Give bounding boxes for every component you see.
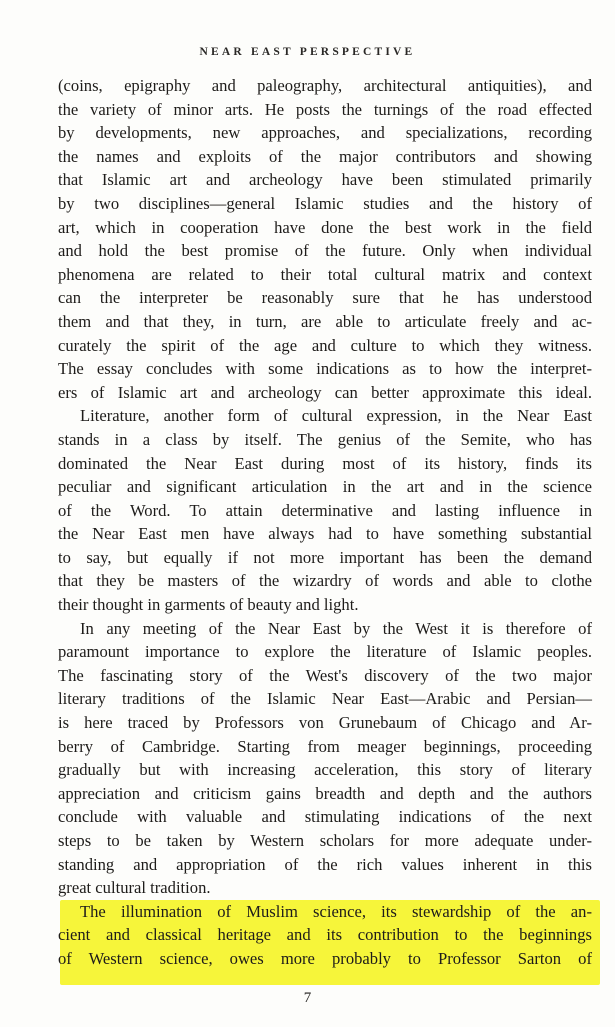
text-line: curately the spirit of the age and culture to which they witness. xyxy=(58,335,592,355)
text-line: of the Word. To attain determinative and lasting influence in xyxy=(58,500,592,520)
paragraph xyxy=(58,404,592,616)
text-line: paramount importance to explore the literature of Islamic peoples. xyxy=(58,642,592,662)
paragraph xyxy=(58,74,592,404)
text-line: appreciation and criticism gains breadth and depth and the authors xyxy=(58,783,592,803)
text-line: phenomena are related to their total cultural matrix and context xyxy=(58,264,592,284)
text-line: conclude with valuable and stimulating indications of the next xyxy=(58,807,592,827)
text-line: that Islamic art and archeology have been stimulated primarily xyxy=(58,170,592,190)
text-line: to say, but equally if not more important has been the demand xyxy=(58,547,592,567)
text-line: can the interpreter be reasonably sure that he has understood xyxy=(58,288,592,308)
highlighted-text-line: cient and classical heritage and its contribution to the beginnings xyxy=(58,925,592,945)
text-line: ers of Islamic art and archeology can better approximate this ideal. xyxy=(58,382,592,402)
text-line: The fascinating story of the West's discovery of the two major xyxy=(58,665,592,685)
text-line: dominated the Near East during most of its history, finds its xyxy=(58,453,592,473)
text-line: them and that they, in turn, are able to articulate freely and ac- xyxy=(58,311,592,331)
text-line: literary traditions of the Islamic Near East—Arabic and Persian— xyxy=(58,689,592,709)
text-line: In any meeting of the Near East by the West it is therefore of xyxy=(80,618,592,638)
text-line: berry of Cambridge. Starting from meager beginnings, proceeding xyxy=(58,736,592,756)
text-line: and hold the best promise of the future. Only when individual xyxy=(58,241,592,261)
text-line: Literature, another form of cultural expression, in the Near East xyxy=(80,406,592,426)
text-line: great cultural tradition. xyxy=(58,878,211,898)
body-text xyxy=(58,74,592,971)
text-line: stands in a class by itself. The genius of the Semite, who has xyxy=(58,429,592,449)
text-line: steps to be taken by Western scholars for more adequate under- xyxy=(58,831,592,850)
text-line: the Near East men have always had to have something substantial xyxy=(58,524,592,544)
text-line: The essay concludes with some indications as to how the interpret- xyxy=(58,359,592,379)
text-line: the variety of minor arts. He posts the turnings of the road effected xyxy=(58,99,592,119)
text-line: standing and appropriation of the rich values inherent in this xyxy=(58,854,592,874)
highlighted-paragraph xyxy=(58,900,592,971)
highlighted-text-line: of Western science, owes more probably to Professor Sarton of xyxy=(58,948,592,968)
paragraph xyxy=(58,617,592,900)
highlighted-text-line: The illumination of Muslim science, its stewardship of the an- xyxy=(80,901,592,921)
text-line: by two disciplines—general Islamic studies and the history of xyxy=(58,193,592,213)
text-line: gradually but with increasing acceleration, this story of literary xyxy=(58,760,592,780)
text-line: by developments, new approaches, and specializations, recording xyxy=(58,123,592,143)
text-line: (coins, epigraphy and paleography, architectural antiquities), and xyxy=(58,76,592,95)
text-line: art, which in cooperation have done the best work in the field xyxy=(58,217,592,237)
text-line: their thought in garments of beauty and light. xyxy=(58,595,359,615)
text-line: peculiar and significant articulation in the art and in the science xyxy=(58,477,592,497)
text-line: the names and exploits of the major contributors and showing xyxy=(58,146,592,166)
running-head: NEAR EAST PERSPECTIVE xyxy=(199,46,416,58)
text-line: is here traced by Professors von Grunebaum of Chicago and Ar- xyxy=(58,713,592,733)
text-line: that they be masters of the wizardry of words and able to clothe xyxy=(58,571,592,591)
page-number: 7 xyxy=(303,990,312,1006)
